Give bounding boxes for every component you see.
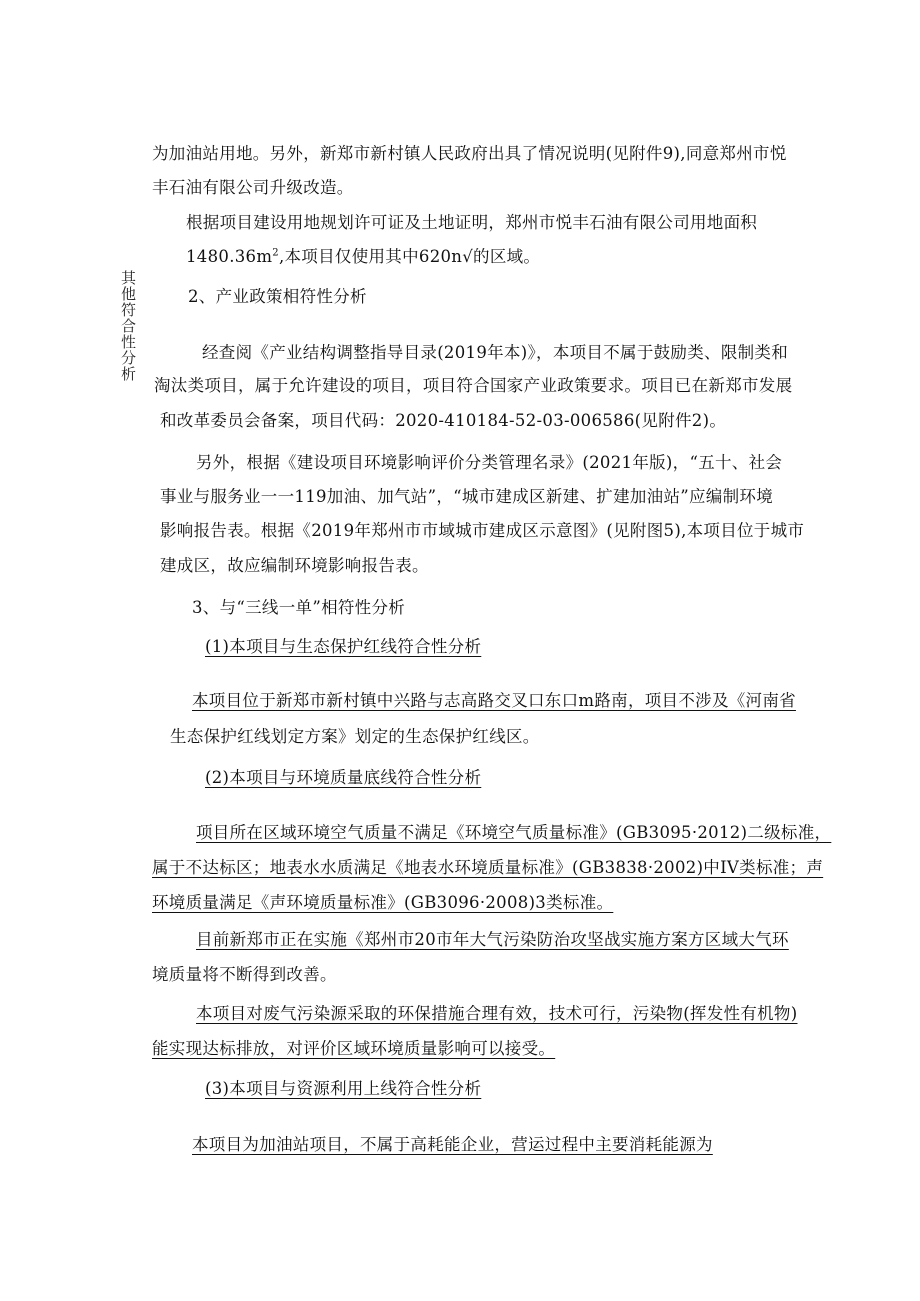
p6-line3: 环境质量满足《声环境质量标准》(GB3096·2008)3类标准。 — [152, 893, 614, 912]
p3-line3: 和改革委员会备案，项目代码：2020-410184-52-03-006586(见附件2)。 — [160, 411, 727, 430]
p1-line1: 为加油站用地。另外，新郑市新村镇人民政府出具了情况说明(见附件9),同意郑州市悦 — [152, 144, 787, 163]
p2-area-sup: 2 — [272, 247, 279, 259]
p1-line2: 丰石油有限公司升级改造。 — [152, 178, 354, 197]
p4-line1: 另外，根据《建设项目环境影响评价分类管理名录》(2021年版)，“五十、社会 — [196, 453, 783, 472]
p9-line1: 本项目为加油站项目，不属于高耗能企业，营运过程中主要消耗能源为 — [192, 1135, 713, 1154]
subheading-environmental-quality: (2)本项目与环境质量底线符合性分析 — [205, 768, 482, 787]
sidebar-section-label: 其他符合性分析 — [119, 270, 137, 382]
p7-line1: 目前新郑市正在实施《郑州市20市年大气污染防治攻坚战实施方案方区域大气环 — [196, 930, 789, 949]
p3-line2: 淘汰类项目，属于允许建设的项目，项目符合国家产业政策要求。项目已在新郑市发展 — [154, 376, 793, 395]
p5-line2: 生态保护红线划定方案》划定的生态保护红线区。 — [170, 727, 540, 746]
heading-industrial-policy: 2、产业政策相符性分析 — [188, 287, 367, 306]
p2-line2 — [186, 246, 540, 268]
p4-line4: 建成区，故应编制环境影响报告表。 — [160, 556, 429, 575]
p8-line1: 本项目对废气污染源采取的环保措施合理有效，技术可行，污染物(挥发性有机物) — [196, 1004, 798, 1023]
p4-line3: 影响报告表。根据《2019年郑州市市域城市建成区示意图》(见附图5),本项目位于城市 — [160, 521, 805, 540]
p6-line2: 属于不达标区；地表水水质满足《地表水环境质量标准》(GB3838·2002)中IV类标准；声 — [152, 858, 824, 877]
subheading-ecological-redline: (1)本项目与生态保护红线符合性分析 — [205, 637, 482, 656]
p7-line2: 境质量将不断得到改善。 — [152, 965, 337, 984]
p2-area-value: 1480.36m — [186, 247, 273, 266]
heading-three-lines-one-list: 3、与“三线一单”相符性分析 — [192, 598, 406, 617]
p3-line1: 经查阅《产业结构调整指导目录(2019年本)》，本项目不属于鼓励类、限制类和 — [202, 343, 789, 362]
p5-line1: 本项目位于新郑市新村镇中兴路与志高路交叉口东口m路南，项目不涉及《河南省 — [192, 691, 796, 710]
p4-line2: 事业与服务业一一119加油、加气站”，“城市建成区新建、扩建加油站”应编制环境 — [160, 487, 773, 506]
p2-line2-rest: ,本项目仅使用其中620n√的区域。 — [278, 247, 541, 266]
p2-line1: 根据项目建设用地规划许可证及土地证明，郑州市悦丰石油有限公司用地面积 — [186, 213, 758, 232]
subheading-resource-utilization: (3)本项目与资源利用上线符合性分析 — [205, 1079, 482, 1098]
p6-line1: 项目所在区域环境空气质量不满足《环境空气质量标准》(GB3095·2012)二级标准， — [196, 823, 832, 842]
p8-line2: 能实现达标排放，对评价区域环境质量影响可以接受。 — [152, 1039, 556, 1058]
